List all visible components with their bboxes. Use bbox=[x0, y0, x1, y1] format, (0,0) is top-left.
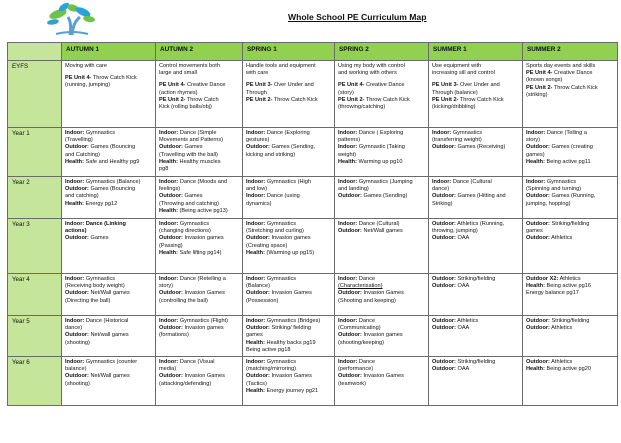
cell-line: Outdoor: Striking/fielding bbox=[432, 276, 496, 282]
curriculum-cell bbox=[62, 61, 156, 128]
cell-line: (Travelling) bbox=[65, 137, 93, 144]
cell-line: Indoor: Dance (Simple bbox=[159, 130, 217, 136]
cell-line: PE Unit 2- Throw Catch Kick bbox=[338, 96, 410, 103]
cell-line: Indoor: Gymnastics bbox=[65, 130, 116, 136]
table-row bbox=[8, 219, 618, 274]
curriculum-cell bbox=[335, 128, 429, 177]
curriculum-cell bbox=[523, 357, 618, 406]
cell-line: Outdoor: Athletics bbox=[526, 359, 573, 366]
table-row bbox=[8, 274, 618, 316]
curriculum-table bbox=[7, 42, 618, 406]
cell-line: (shooting) bbox=[65, 339, 90, 346]
cell-line: Outdoor: Games (Receiving) bbox=[432, 144, 506, 151]
curriculum-cell bbox=[62, 274, 156, 316]
cell-line: Indoor: Dance bbox=[338, 359, 375, 366]
cell-line: Outdoor: Games (Bouncing bbox=[65, 144, 136, 151]
cell-line: (Directing the ball) bbox=[65, 297, 111, 304]
cell-line: Indoor: Gymnastics bbox=[246, 276, 297, 282]
cell-line: (story) bbox=[338, 89, 354, 96]
cell-line: Health: Healthy muscles bbox=[159, 158, 221, 165]
year-label: Year 1 bbox=[8, 128, 62, 177]
cell-line: Use equipment with bbox=[432, 63, 482, 69]
tree-logo-icon bbox=[44, 2, 100, 36]
curriculum-cell bbox=[523, 219, 618, 274]
cell-line: Indoor: Gymnastics (counter bbox=[65, 359, 138, 366]
cell-line: media) bbox=[159, 366, 177, 373]
header-summer-2: SUMMER 2 bbox=[523, 43, 618, 61]
cell-line: Health: Being active pg16 bbox=[526, 283, 591, 290]
cell-line: large and small bbox=[159, 70, 197, 77]
year-label: Year 4 bbox=[8, 274, 62, 316]
cell-line: Indoor: Gymnastics bbox=[432, 130, 483, 136]
cell-line: Indoor: Dance bbox=[338, 318, 375, 324]
cell-line: Indoor: Gymnastics (Flight) bbox=[159, 318, 228, 324]
cell-line: Indoor: Gymnastics bbox=[246, 359, 297, 366]
cell-line: (changing directions) bbox=[159, 228, 211, 235]
cell-line: Indoor: Dance (Exploring bbox=[246, 130, 310, 136]
curriculum-cell bbox=[62, 357, 156, 406]
cell-line: games bbox=[246, 332, 263, 339]
cell-line: Health: Being active pg11 bbox=[526, 158, 591, 165]
cell-line: dynamics) bbox=[246, 200, 272, 207]
cell-line: Outdoor: Games (Running, bbox=[526, 193, 596, 200]
cell-line: Health: (Warming up pg15) bbox=[246, 249, 315, 256]
cell-line: Indoor: Dance (Moods and bbox=[159, 179, 228, 185]
curriculum-cell bbox=[335, 316, 429, 357]
cell-line: gestures) bbox=[246, 137, 270, 144]
cell-line: (Balance) bbox=[246, 283, 270, 290]
cell-line: and landing) bbox=[338, 186, 369, 193]
cell-line: Outdoor: OAA bbox=[432, 283, 470, 290]
cell-line: (striking) bbox=[526, 91, 548, 98]
curriculum-cell bbox=[243, 177, 335, 219]
cell-line: Indoor: Gymnastics (Balance) bbox=[65, 179, 141, 185]
cell-line: PE Unit 4- Creative Dance bbox=[159, 82, 226, 89]
cell-line: Movements and Patterns) bbox=[159, 137, 224, 144]
table-row bbox=[8, 357, 618, 406]
cell-line: kicking and striking) bbox=[246, 151, 296, 158]
cell-line: Indoor: Dance (using bbox=[246, 193, 300, 200]
cell-line: with care bbox=[246, 70, 269, 77]
cell-line: Indoor: Dance (Cultural bbox=[432, 179, 492, 185]
cell-line: PE Unit 3- Over Under and bbox=[246, 82, 314, 89]
curriculum-cell bbox=[429, 61, 523, 128]
cell-line: Outdoor: OAA bbox=[432, 235, 470, 242]
curriculum-cell bbox=[243, 61, 335, 128]
cell-line: (Possession) bbox=[246, 297, 279, 304]
cell-line: Outdoor: Games bbox=[159, 144, 203, 151]
cell-line: Indoor: Dance (Cultural) bbox=[338, 221, 400, 227]
cell-line: Health: Warming up pg10 bbox=[338, 158, 403, 165]
cell-line: (Stretching and curling) bbox=[246, 228, 304, 235]
year-label: Year 5 bbox=[8, 316, 62, 357]
cell-line: Control movements both bbox=[159, 63, 220, 69]
curriculum-cell bbox=[243, 316, 335, 357]
table-header-row bbox=[8, 43, 618, 61]
curriculum-cell bbox=[523, 274, 618, 316]
cell-line: (Creating space) bbox=[246, 242, 288, 249]
cell-line: Indoor: Dance bbox=[338, 276, 375, 282]
curriculum-cell bbox=[62, 316, 156, 357]
cell-line: Indoor: Gymnastics (Bridges) bbox=[246, 318, 321, 324]
cell-line: Indoor: Dance (Visual bbox=[159, 359, 215, 366]
year-label: Year 6 bbox=[8, 357, 62, 406]
cell-line: Handle tools and equipment bbox=[246, 63, 316, 69]
cell-line: Indoor: Gymnastics bbox=[159, 221, 210, 227]
cell-line: (Travelling with the ball) bbox=[159, 151, 218, 158]
cell-line: throwing, jumping) bbox=[432, 228, 478, 235]
cell-line: (Communicating) bbox=[338, 325, 381, 332]
cell-line: Health: Energy pg12 bbox=[65, 200, 118, 207]
curriculum-cell bbox=[335, 357, 429, 406]
cell-line: (Receiving body weight) bbox=[65, 283, 125, 290]
cell-line: Outdoor: Games (Sending) bbox=[338, 193, 408, 200]
cell-line: Outdoor: Invasion games bbox=[159, 235, 224, 242]
cell-line: Energy balance pg17 bbox=[526, 290, 579, 297]
cell-line: PE Unit 2- Throw Catch Kick bbox=[432, 96, 504, 103]
cell-line: Outdoor: OAA bbox=[432, 325, 470, 332]
curriculum-cell bbox=[243, 357, 335, 406]
cell-line: and working with others bbox=[338, 70, 397, 77]
curriculum-cell bbox=[243, 219, 335, 274]
year-label: EYFS bbox=[8, 61, 62, 128]
cell-line: (Characterisation) bbox=[338, 283, 383, 290]
cell-line: weight) bbox=[338, 151, 357, 158]
cell-line: Outdoor: Striking/fielding bbox=[526, 221, 590, 227]
cell-line: Health: Safe and Healthy pg9 bbox=[65, 158, 140, 165]
cell-line: Sports day events and skills bbox=[526, 63, 596, 69]
cell-line: Outdoor: Games bbox=[159, 193, 203, 200]
cell-line: (action rhymes) bbox=[159, 89, 198, 96]
curriculum-cell bbox=[335, 219, 429, 274]
cell-line: (Shooting and keeping) bbox=[338, 297, 396, 304]
cell-line: Outdoor: Athletics bbox=[526, 325, 573, 332]
cell-line: Striking) bbox=[432, 200, 453, 207]
cell-line: story) bbox=[159, 283, 173, 290]
curriculum-cell bbox=[156, 177, 243, 219]
curriculum-cell bbox=[243, 128, 335, 177]
year-label: Year 2 bbox=[8, 177, 62, 219]
header-summer-1: SUMMER 1 bbox=[429, 43, 523, 61]
cell-line: dance) bbox=[432, 186, 450, 193]
cell-line: dance) bbox=[65, 325, 83, 332]
cell-line: Indoor: Gymnastics (Jumping bbox=[338, 179, 413, 185]
curriculum-cell bbox=[62, 219, 156, 274]
header-autumn-1: AUTUMN 1 bbox=[62, 43, 156, 61]
cell-line: and Catching) bbox=[65, 151, 100, 158]
cell-line: (matching/mirroring) bbox=[246, 366, 297, 373]
cell-line: Health: Healthy backs pg19 bbox=[246, 339, 316, 346]
curriculum-cell bbox=[523, 61, 618, 128]
curriculum-cell bbox=[156, 316, 243, 357]
header-autumn-2: AUTUMN 2 bbox=[156, 43, 243, 61]
cell-line: Indoor: Gymnastics bbox=[65, 276, 116, 282]
curriculum-cell bbox=[62, 128, 156, 177]
curriculum-cell bbox=[523, 128, 618, 177]
cell-line: Outdoor: Athletics bbox=[432, 318, 479, 324]
curriculum-cell bbox=[156, 274, 243, 316]
header-spring-1: SPRING 1 bbox=[243, 43, 335, 61]
curriculum-cell bbox=[335, 274, 429, 316]
cell-line: Health: (Being active pg13) bbox=[159, 207, 228, 214]
cell-line: PE Unit 4- Creative Dance bbox=[526, 70, 593, 77]
cell-line: (shooting/keeping) bbox=[338, 339, 385, 346]
cell-line: and catching) bbox=[65, 193, 99, 200]
cell-line: Outdoor: Net/wall games bbox=[65, 332, 129, 339]
cell-line: PE Unit 2- Throw Catch bbox=[159, 96, 219, 103]
cell-line: Through (balance) bbox=[432, 89, 478, 96]
cell-line: (attacking/defending) bbox=[159, 380, 212, 387]
cell-line: Outdoor: Invasion Games bbox=[246, 290, 312, 297]
cell-line: Kick (rolling balls/obj) bbox=[159, 104, 212, 111]
cell-line: PE Unit 2- Throw Catch Kick bbox=[246, 96, 318, 103]
cell-line: Outdoor: Net/Wall games bbox=[65, 290, 130, 297]
cell-line: Outdoor: Net/Wall games bbox=[338, 228, 403, 235]
cell-line: Outdoor: Invasion games bbox=[246, 235, 311, 242]
cell-line: and low) bbox=[246, 186, 268, 193]
cell-line: actions) bbox=[65, 228, 87, 235]
cell-line: Using my body with control bbox=[338, 63, 405, 69]
cell-line: Outdoor: Invasion Games bbox=[159, 290, 225, 297]
cell-line: Health: Being active pg20 bbox=[526, 366, 591, 373]
cell-line: (shooting) bbox=[65, 380, 90, 387]
cell-line: Outdoor: Invasion Games bbox=[159, 373, 225, 380]
cell-line: Outdoor: Striking/fielding bbox=[432, 359, 496, 366]
cell-line: PE Unit 3- Over Under and bbox=[432, 82, 500, 89]
cell-line: (transferring weight) bbox=[432, 137, 482, 144]
cell-line: Outdoor X2: Athletics bbox=[526, 276, 581, 282]
cell-line: (teamwork) bbox=[338, 380, 366, 387]
table-row bbox=[8, 61, 618, 128]
cell-line: jumping, hopping) bbox=[526, 200, 571, 207]
cell-line: Indoor: Dance (Historical bbox=[65, 318, 129, 324]
cell-line: PE Unit 2- Throw Catch Kick bbox=[526, 84, 598, 91]
cell-line: Outdoor: Invasion games bbox=[338, 332, 403, 339]
page-title: Whole School PE Curriculum Map bbox=[288, 12, 427, 22]
cell-line: Outdoor: Games (Hitting and bbox=[432, 193, 506, 200]
cell-line: Outdoor: Athletics bbox=[526, 235, 573, 242]
header-spring-2: SPRING 2 bbox=[335, 43, 429, 61]
curriculum-cell bbox=[429, 177, 523, 219]
table-row bbox=[8, 177, 618, 219]
cell-line: patterns) bbox=[338, 137, 361, 144]
cell-line: Outdoor: Invasion Games bbox=[246, 373, 312, 380]
cell-line: games bbox=[526, 228, 543, 235]
cell-line: Indoor: Dance (Linking bbox=[65, 221, 126, 227]
cell-line: Outdoor: Striking/ fielding bbox=[246, 325, 311, 332]
cell-line: (performance) bbox=[338, 366, 374, 373]
cell-line: (kicking/dribbling) bbox=[432, 104, 476, 111]
cell-line: story) bbox=[526, 137, 540, 144]
curriculum-cell bbox=[335, 177, 429, 219]
cell-line: Outdoor: Games (creating bbox=[526, 144, 593, 151]
cell-line: Outdoor: Invasion Games bbox=[338, 290, 404, 297]
cell-line: increasing sill and control bbox=[432, 70, 495, 77]
cell-line: (throwing/catching) bbox=[338, 104, 386, 111]
cell-line: Health: Safe lifting pg14) bbox=[159, 249, 222, 256]
cell-line: (running, jumping) bbox=[65, 82, 111, 89]
cell-line: Outdoor: Athletics (Running, bbox=[432, 221, 505, 227]
cell-line: Indoor: Dance (Retelling a bbox=[159, 276, 226, 282]
cell-line: (Passing) bbox=[159, 242, 183, 249]
cell-line: Outdoor: Games bbox=[65, 235, 109, 242]
cell-line: (known songs) bbox=[526, 77, 563, 84]
cell-line: (controlling the ball) bbox=[159, 297, 208, 304]
cell-line: games) bbox=[526, 151, 545, 158]
cell-line: PE Unit 4- Creative Dance bbox=[338, 82, 405, 89]
cell-line: pg8 bbox=[159, 166, 169, 173]
curriculum-cell bbox=[156, 219, 243, 274]
cell-line: Indoor: Dance ( Exploring bbox=[338, 130, 404, 136]
cell-line: Moving with care bbox=[65, 63, 107, 69]
cell-line: Outdoor: OAA bbox=[432, 366, 470, 373]
curriculum-cell bbox=[156, 357, 243, 406]
curriculum-cell bbox=[429, 357, 523, 406]
curriculum-cell bbox=[429, 219, 523, 274]
year-label: Year 3 bbox=[8, 219, 62, 274]
cell-line: Outdoor: Games (Sending, bbox=[246, 144, 316, 151]
cell-line: Indoor: Gymnastics (High bbox=[246, 179, 311, 185]
curriculum-cell bbox=[156, 61, 243, 128]
cell-line: (Throwing and catching) bbox=[159, 200, 220, 207]
curriculum-cell bbox=[243, 274, 335, 316]
cell-line: Being active pg18 bbox=[246, 346, 291, 353]
cell-line: Outdoor: Invasion Games bbox=[338, 373, 404, 380]
cell-line: Outdoor: Games (Bouncing bbox=[65, 186, 136, 193]
curriculum-cell bbox=[156, 128, 243, 177]
cell-line: Indoor: Gymnastics bbox=[246, 221, 297, 227]
curriculum-cell bbox=[523, 316, 618, 357]
cell-line: (formations) bbox=[159, 332, 189, 339]
cell-line: (Tactics) bbox=[246, 380, 267, 387]
cell-line: PE Unit 4- Throw Catch Kick bbox=[65, 75, 137, 82]
cell-line: balance) bbox=[65, 366, 87, 373]
table-row bbox=[8, 316, 618, 357]
cell-line: Outdoor: Striking/fielding bbox=[526, 318, 590, 324]
corner-cell bbox=[8, 43, 62, 61]
cell-line: feelings) bbox=[159, 186, 181, 193]
curriculum-cell bbox=[62, 177, 156, 219]
cell-line: Outdoor: Net/Wall games bbox=[65, 373, 130, 380]
table-row bbox=[8, 128, 618, 177]
curriculum-cell bbox=[523, 177, 618, 219]
cell-line: Health: Energy journey pg21 bbox=[246, 387, 319, 394]
cell-line: Indoor: Gymnastic (Taking bbox=[338, 144, 405, 151]
cell-line: Indoor: Dance (Telling a bbox=[526, 130, 587, 136]
curriculum-cell bbox=[429, 128, 523, 177]
cell-line: (Spinning and turning) bbox=[526, 186, 582, 193]
cell-line: Outdoor: Invasion games bbox=[159, 325, 224, 332]
curriculum-cell bbox=[335, 61, 429, 128]
curriculum-cell bbox=[429, 274, 523, 316]
cell-line: Indoor: Gymnastics bbox=[526, 179, 577, 185]
curriculum-cell bbox=[429, 316, 523, 357]
cell-line: Through bbox=[246, 89, 267, 96]
